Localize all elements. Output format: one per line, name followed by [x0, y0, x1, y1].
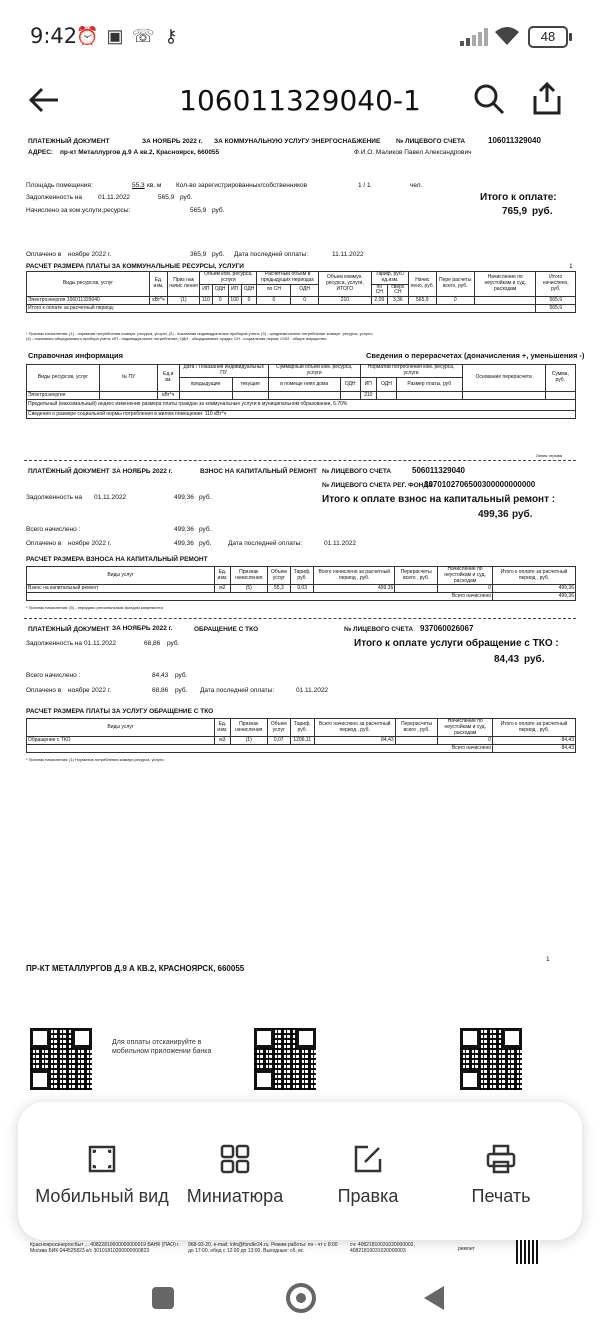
tko-debt-value: 68,86	[144, 640, 161, 647]
cell: кВт*ч	[150, 297, 168, 305]
tko-header-left: ПЛАТЁЖНЫЙ ДОКУМЕНТ	[28, 626, 110, 633]
doc-account-number: 106011329040	[488, 136, 541, 145]
cap-total-label: Итого к оплате взнос на капитальный ремонт :	[322, 494, 556, 505]
cell: Всего начислено за расчетный период , руб.	[314, 719, 395, 737]
cap-calc-title: РАСЧЕТ РАЗМЕРА ВЗНОСА НА КАПИТАЛЬНЫЙ РЕМОНТ	[26, 556, 208, 563]
cell: предыдущие	[179, 378, 232, 392]
cell: ОДН	[340, 378, 360, 392]
table-row	[27, 737, 576, 745]
cell: Объем услуг	[267, 719, 290, 737]
cell: Тариф, руб.	[290, 719, 314, 737]
tko-service: ОБРАЩЕНИЕ С ТКО	[194, 626, 259, 633]
cap-last-pay-label: Дата последней оплаты:	[228, 540, 303, 547]
cell: 499,36	[314, 585, 395, 593]
cap-accrued-value: 499,36	[174, 526, 194, 533]
area-label: Площадь помещения:	[26, 182, 93, 189]
footnote: * Признак начисления: (1) - норматив потребления коммун. ресурса, услуги; (2) - показания индивидуальных приборов учета; (3) - среднемесячное потребление коммун. ресурса, услуги;	[26, 331, 373, 336]
qr-code	[30, 1028, 92, 1090]
th-accrued: Начис лено, руб.	[409, 272, 436, 297]
print-button[interactable]	[431, 1142, 571, 1208]
cap-note: * Признак начисления: (5) - передано региональным фондом капремонта	[26, 605, 163, 610]
cell: Виды ресурсов, услуг	[27, 365, 100, 392]
cell: 0	[241, 297, 257, 305]
cap-debt-date: 01.11.2022	[94, 494, 127, 501]
wifi-icon	[494, 26, 520, 46]
thumbnails-label: Миниатюра	[186, 1186, 284, 1206]
cell: 0	[291, 297, 318, 305]
th-sub: ОДН	[212, 284, 228, 297]
paid-month: ноябре 2022 г.	[68, 251, 112, 258]
cell: Всего начислено за расчетный период , руб.	[314, 567, 395, 585]
cell: 565,9	[409, 297, 436, 305]
home-icon[interactable]	[286, 1283, 316, 1313]
share-icon[interactable]	[532, 80, 562, 116]
cell: Всего начислено	[27, 745, 493, 753]
cell: Размер платы, руб	[396, 378, 462, 392]
document-footer-partial	[24, 1240, 576, 1266]
doc-account-label: № ЛИЦЕВОГО СЧЕТА	[396, 138, 466, 145]
debt-currency: руб.	[180, 194, 193, 201]
cell: Виды услуг	[27, 567, 215, 585]
cell: Итого к оплате за расчетный период , руб.	[493, 719, 576, 737]
total-value: 765,9	[502, 206, 528, 217]
tko-total-label: Итого к оплате услуги обращение с ТКО :	[354, 638, 559, 649]
th-sub: ИП	[228, 284, 241, 297]
cap-account: 506011329040	[412, 466, 465, 475]
debt-date: 01.11.2022	[98, 194, 131, 201]
cell: Основание перерасчета	[462, 365, 545, 392]
area-unit: кв. м	[147, 182, 162, 189]
ref-title: Справочная информация	[28, 351, 124, 360]
tko-period: ЗА НОЯБРЬ 2022 г.	[112, 625, 173, 632]
cell: Норматив потребления ком. ресурса, услуги	[360, 365, 462, 378]
cell: 0,07	[267, 737, 290, 745]
tko-paid-value: 68,86	[152, 687, 169, 694]
cell	[395, 585, 438, 593]
cap-accrued-currency: руб.	[199, 526, 212, 533]
cell: м2	[215, 585, 231, 593]
cap-last-pay-date: 01.11.2022	[324, 540, 357, 547]
cap-service: ВЗНОС НА КАПИТАЛЬНЫЙ РЕМОНТ	[200, 468, 317, 475]
cell: № ПУ	[100, 365, 158, 392]
cap-total-currency: руб.	[512, 509, 533, 520]
footer-fund-contacts: 968-93-20, e-mail: info@fondkr24.ru. Режим работы: пн - чт с 8:00 до 17:00, обед с 12:00 до 13:00. Выходные: сб, вс.	[188, 1242, 338, 1254]
cell: 210	[318, 297, 371, 305]
payment-document	[24, 134, 585, 1004]
table-row	[27, 392, 576, 400]
cell	[545, 392, 575, 400]
nfc-icon: ▣	[106, 26, 124, 46]
cell: 84,43	[493, 737, 576, 745]
cap-debt-label: Задолженность на	[26, 494, 82, 501]
tko-debt-label: Задолженность на	[26, 640, 82, 647]
cell: Сведения о размере социальной нормы потребления в жилом помещении: 110 кВт*ч	[27, 411, 576, 419]
cell: 3,36	[387, 297, 408, 305]
paid-currency: руб.	[212, 251, 225, 258]
cell: Итого к оплате за расчетный период , руб.	[493, 567, 576, 585]
cell: 9,03	[291, 585, 314, 593]
tko-accrued-label: Всего начислено :	[26, 672, 81, 679]
tko-total-value: 84,43	[494, 654, 520, 665]
cap-paid-label: Оплачено в	[26, 540, 62, 547]
debt-label: Задолженность на	[26, 194, 82, 201]
cell	[474, 297, 536, 305]
cell: Электроэнергия 106011329040	[27, 297, 150, 305]
cap-paid-value: 499,36	[174, 540, 194, 547]
tko-debt-date: 01.11.2022	[84, 640, 117, 647]
cap-fund-label: № ЛИЦЕВОГО СЧЕТА РЕГ. ФОНДА	[322, 482, 433, 489]
footer-bank: Красноярскэнергосбыт ... 40822810600000000019 БАНК (ПАО) г. Москва БИК 044525823 к/с 30101810200000000823	[30, 1242, 180, 1254]
cell: Ед. изм.	[215, 719, 231, 737]
tko-total-currency: руб.	[524, 654, 545, 665]
cell: Обращение с ТКО	[27, 737, 215, 745]
cell: ИП	[360, 378, 376, 392]
signal-icon	[460, 28, 488, 46]
tko-last-pay-label: Дата последней оплаты:	[200, 687, 275, 694]
tko-paid-month: ноябре 2022 г.	[68, 687, 112, 694]
th-sub: по СН	[371, 284, 387, 297]
th-total-vol: Объем коммун. ресурса, услуги, ИТОГО	[318, 272, 371, 297]
cell: кВт*ч	[158, 392, 180, 400]
cell: в помеще ниях дома	[268, 378, 340, 392]
cell: 0	[212, 297, 228, 305]
qr-caption: Для оплаты отсканируйте в мобильном приложении банка	[112, 1039, 212, 1055]
tko-last-pay-date: 01.11.2022	[296, 687, 329, 694]
cell: Ед.и зм.	[158, 365, 180, 392]
tko-accrued-currency: руб.	[175, 672, 188, 679]
cell: Всего начислено	[27, 593, 493, 601]
cell: 0	[436, 297, 474, 305]
cell: Ед. изм.	[215, 567, 231, 585]
registered-value: 1 / 1	[358, 182, 371, 189]
cell: Виды услуг	[27, 719, 215, 737]
cell: ОДН	[376, 378, 396, 392]
th-penalty: Начисление по неустойкам и суд. расходам	[474, 272, 536, 297]
cell: текущие	[232, 378, 268, 392]
fullscreen-icon	[85, 1142, 119, 1176]
qr-code-partial	[516, 1240, 540, 1264]
footer-address: ПР-КТ МЕТАЛЛУРГОВ Д.9 А КВ.2, КРАСНОЯРСК, 660055	[26, 964, 245, 973]
table-total-row	[27, 305, 576, 313]
recent-apps-icon[interactable]	[152, 1287, 174, 1309]
edit-button[interactable]	[298, 1142, 438, 1208]
cell: Признак начисления	[230, 567, 267, 585]
tko-debt-currency: руб.	[167, 640, 180, 647]
cell: Перерасчеты всего , руб.	[395, 567, 438, 585]
tko-account: 937060026067	[420, 624, 474, 633]
back-arrow-icon[interactable]	[24, 80, 64, 120]
accrued-currency: руб.	[212, 207, 225, 214]
cell: 0	[438, 585, 493, 593]
cell	[340, 392, 360, 400]
cap-header-left: ПЛАТЁЖНЫЙ ДОКУМЕНТ	[28, 468, 110, 475]
cell: Суммарный объем ком. ресурса, услуги	[268, 365, 360, 378]
cell: 565,9	[536, 305, 576, 313]
nav-back-icon[interactable]	[424, 1286, 444, 1310]
print-label: Печать	[471, 1186, 531, 1206]
cell: 2,09	[371, 297, 387, 305]
cell: 0	[257, 297, 291, 305]
cell: Начисление по неустойкам и суд. расходам	[438, 567, 493, 585]
footer-mark: 1	[546, 956, 550, 963]
th-tariff: Тариф, руб./ед.изм.	[371, 272, 408, 285]
th-recalc: Пере расчеты всего, руб.	[436, 272, 474, 297]
registered-unit: чел.	[410, 182, 423, 189]
last-pay-date: 11.11.2022	[332, 251, 364, 258]
cap-total-value: 499,36	[478, 509, 509, 520]
address-label: АДРЕС:	[28, 149, 54, 156]
fio: Ф.И.О. Маликов Павел Александрович	[354, 149, 472, 156]
tko-table	[26, 718, 576, 753]
tko-paid-label: Оплачено в	[26, 687, 62, 694]
calc-page: 1	[569, 263, 573, 270]
thumbnails-button[interactable]	[165, 1142, 305, 1208]
viber-icon: ☏	[132, 26, 155, 46]
cell	[396, 392, 462, 400]
document-title: 106011329040-1	[179, 84, 421, 117]
cap-fund: 3070102706500300000000000	[424, 480, 536, 489]
debt-value: 565,9	[158, 194, 175, 201]
calc-title: РАСЧЕТ РАЗМЕРА ПЛАТЫ ЗА КОММУНАЛЬНЫЕ РЕСУРСЫ, УСЛУГИ	[26, 263, 244, 270]
footer-repair: ремонт	[458, 1246, 475, 1252]
tear-line	[24, 618, 576, 619]
search-icon[interactable]	[472, 82, 506, 116]
registered-label: Кол-во зарегистрированных/собственников	[176, 182, 308, 189]
area-value: 55,3	[132, 182, 145, 189]
th-volume: Объем ком. ресурса, услуги	[200, 272, 257, 285]
cell: Сумма, руб.	[545, 365, 575, 392]
paid-value: 365,9	[190, 251, 207, 258]
th-sub: по СН	[257, 284, 291, 297]
th-sign: Приз нак начис ления	[167, 272, 199, 297]
mobile-view-label: Мобильный вид	[35, 1186, 169, 1206]
tear-line	[24, 460, 576, 461]
cap-accrued-label: Всего начислено :	[26, 526, 81, 533]
cap-paid-month: ноябре 2022 г.	[68, 540, 112, 547]
table-row	[27, 297, 576, 305]
cell: 84,43	[314, 737, 395, 745]
cell: 110	[200, 297, 213, 305]
cell: Дата / Показания индивидуальных ПУ	[179, 365, 268, 378]
accrued-value: 565,9	[190, 207, 207, 214]
cell	[179, 392, 232, 400]
cell: 565,9	[536, 297, 576, 305]
tko-note: * Признак начисления: (1) Норматив потребления коммун.ресурса, услуги	[26, 757, 164, 762]
tko-accrued-value: 84,43	[152, 672, 169, 679]
cell: Взнос на капитальный ремонт	[27, 585, 215, 593]
cell: Начисление по неустойкам и суд. расходам	[438, 719, 493, 737]
cell: 0	[438, 737, 493, 745]
accrued-label: Начислено за ком.услуги,ресурсы:	[26, 207, 131, 214]
cell: 84,43	[493, 745, 576, 753]
th-sub: ИП	[200, 284, 213, 297]
reference-table	[26, 364, 576, 419]
total-label: Итого к оплате:	[480, 192, 557, 203]
tko-paid-currency: руб.	[175, 687, 188, 694]
th-sub: ОДН	[291, 284, 318, 297]
cell: Предельный (максимальный) индекс изменения размера платы граждан за коммунальные услуги в муниципальном образовании, 6.70%	[27, 400, 576, 411]
cell: 55,3	[267, 585, 290, 593]
doc-header-service: ЗА КОММУНАЛЬНУЮ УСЛУГУ ЭНЕРГОСНАБЖЕНИЕ	[214, 138, 381, 145]
doc-header-period: ЗА НОЯБРЬ 2022 г.	[142, 138, 203, 145]
cell: 499,36	[493, 585, 576, 593]
edit-label: Правка	[337, 1186, 399, 1206]
edit-icon	[351, 1142, 385, 1176]
cell	[395, 737, 438, 745]
alarm-icon: ⏰	[76, 26, 99, 46]
cap-paid-currency: руб.	[199, 540, 212, 547]
cell	[268, 392, 340, 400]
th-unit: Ед. изм.	[150, 272, 168, 297]
tko-account-label: № ЛИЦЕВОГО СЧЕТА	[344, 626, 414, 633]
cell: м3	[215, 737, 231, 745]
cell: (1)	[230, 737, 267, 745]
footer-accounts: сч: 40821810031020000002, 40821810031020000003	[350, 1242, 415, 1254]
qr-code	[254, 1028, 316, 1090]
th-sub: сверх СН	[387, 284, 408, 297]
cell: Электроэнергия	[27, 392, 100, 400]
cell: Объем услуг	[267, 567, 290, 585]
th-service: Виды ресурсов, услуг	[27, 272, 150, 297]
cell: (1)	[167, 297, 199, 305]
table-row	[27, 585, 576, 593]
cap-debt-currency: руб.	[199, 494, 212, 501]
tko-calc-title: РАСЧЕТ РАЗМЕРА ПЛАТЫ ЗА УСЛУГУ ОБРАЩЕНИЕ С ТКО	[26, 708, 214, 715]
th-prev: Расчетный объем в предыдущих периодах	[257, 272, 318, 285]
grid-icon	[218, 1142, 252, 1176]
address-value: пр-кт Металлургов д.9 А кв.2, Красноярск, 660055	[60, 149, 220, 156]
cell: (5)	[230, 585, 267, 593]
cell	[232, 392, 268, 400]
battery-indicator: 48	[528, 26, 568, 48]
key-icon: ⚷	[164, 26, 178, 46]
total-currency: руб.	[532, 206, 553, 217]
cap-account-label: № ЛИЦЕВОГО СЧЕТА	[322, 468, 392, 475]
cell: Перерасчеты всего , руб.	[395, 719, 438, 737]
mobile-view-button[interactable]	[32, 1142, 172, 1208]
tear-label: Линия отрыва	[536, 453, 562, 458]
cell: 1206,11	[290, 737, 314, 745]
cap-period: ЗА НОЯБРЬ 2022 г.	[112, 468, 173, 475]
cell: 210	[360, 392, 376, 400]
cell: Признак начисления	[230, 719, 267, 737]
cell: 499,36	[493, 593, 576, 601]
cell: 100	[228, 297, 241, 305]
th-total: Итого начислено, руб.	[536, 272, 576, 297]
doc-header-left: ПЛАТЕЖНЫЙ ДОКУМЕНТ	[28, 138, 110, 145]
cell: Итого к оплате за расчетный период:	[27, 305, 536, 313]
paid-label: Оплачено в	[26, 251, 62, 258]
cell	[376, 392, 396, 400]
printer-icon	[484, 1142, 518, 1176]
footnote: (4) - показания общедомового прибора учета; ИП - индивидуальное потребление; ОДН - общедомовые нужды; СН - социальная норма; СОИ - общее имущество	[26, 336, 327, 341]
cell	[462, 392, 545, 400]
capital-table	[26, 566, 576, 601]
th-sub: ОДН	[241, 284, 257, 297]
recalc-title: Сведения о перерасчетах (доначисления +, уменьшения -)	[366, 351, 585, 360]
status-time: 9:42	[30, 24, 78, 48]
last-pay-label: Дата последней оплаты:	[234, 251, 309, 258]
resources-table	[26, 271, 576, 313]
cell: Тариф, руб.	[291, 567, 314, 585]
cell	[100, 392, 158, 400]
qr-code	[460, 1028, 522, 1090]
cap-debt-value: 499,36	[174, 494, 194, 501]
